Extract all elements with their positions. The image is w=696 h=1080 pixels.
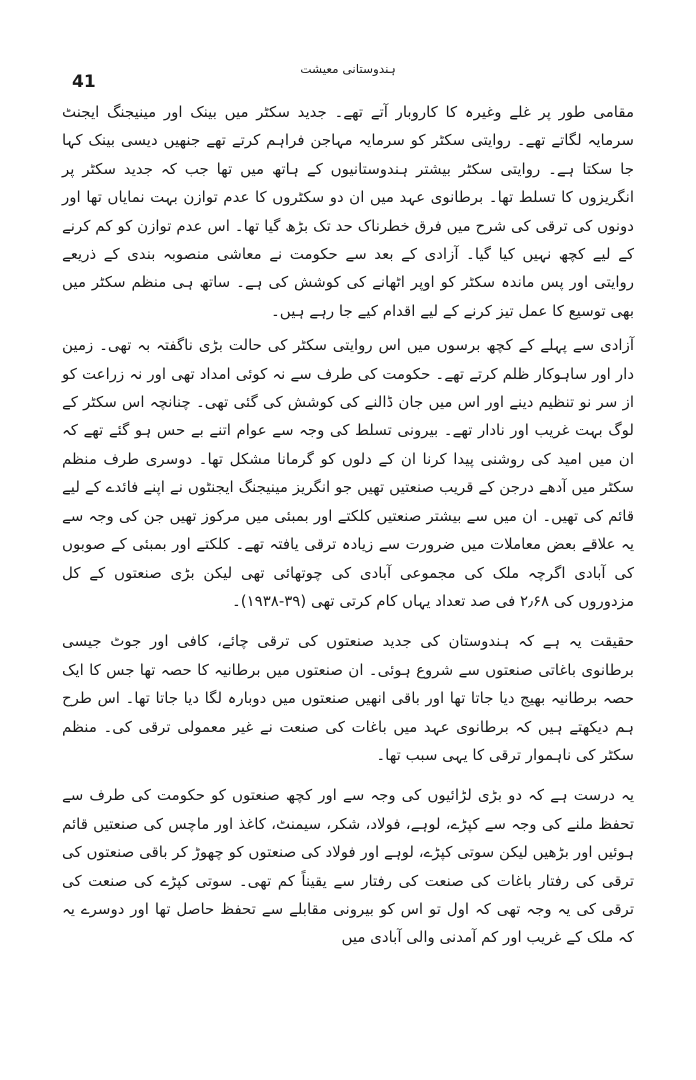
paragraph-4: یہ درست ہے کہ دو بڑی لڑائیوں کی وجہ سے اور کچھ صنعتوں کو حکومت کی طرف سے تحفظ ملنے کی وجہ سے کپڑے، لوہے، فولاد، شکر، سیمنٹ، کاغذ اور ماچس کی صنعتیں قائم ہوئیں اور بڑھیں لیکن سوتی کپڑے، لوہے اور فولاد کی صنعتوں کو چھوڑ کر باقی صنعتوں کی ترقی کی رفتار باغات کی صنعت کی رفتار سے یقیناً کم تھی۔ سوتی کپڑے کی صنعت کی ترقی کی یہ وجہ تھی کہ اول تو اس کو بیرونی مقابلے سے تحفظ حاصل تھا اور دوسرے یہ کہ ملک کے غریب اور کم آمدنی والی آبادی میں: [62, 786, 634, 947]
page-number: 41: [72, 72, 96, 92]
paragraph-3: حقیقت یہ ہے کہ ہندوستان کی جدید صنعتوں کی ترقی چائے، کافی اور جوٹ جیسی برطانوی باغاتی صنعتوں سے شروع ہوئی۔ ان صنعتوں میں برطانیہ کا حصہ تھا جس کا ایک حصہ برطانیہ بھیج دیا جاتا تھا اور باقی انھیں صنعتوں میں دوبارہ لگا دیا جاتا تھا۔ اس طرح ہم دیکھتے ہیں کہ برطانوی عہد میں باغات کی صنعت نے غیر معمولی ترقی کی۔ منظم سکٹر کی ناہموار ترقی کا یہی سبب تھا۔: [62, 632, 634, 764]
page-header: [62, 58, 634, 98]
paragraph-2: آزادی سے پہلے کے کچھ برسوں میں اس روایتی سکٹر کی حالت بڑی ناگفتہ بہ تھی۔ زمین دار اور ساہوکار ظلم کرتے تھے۔ حکومت کی طرف سے نہ کوئی امداد تھی اور نہ زراعت کو از سر نو تنظیم دینے اور اس میں جان ڈالنے کی کوشش کی گئی تھی۔ چنانچہ اس سکٹر کے لوگ بہت غریب اور نادار تھے۔ بیرونی تسلط کی وجہ سے عوام اتنے بے حس ہو گئے تھے کہ ان میں امید کی روشنی پیدا کرنا ان کے دلوں کو گرمانا مشکل تھا۔ دوسری طرف منظم سکٹر میں آدھے درجن کے قریب صنعتیں تھیں جو انگریز مینیجنگ ایجنٹوں نے اپنے فائدے کے لیے قائم کی تھیں۔ ان میں سے بیشتر صنعتیں کلکتے اور بمبئی میں مرکوز تھیں جن کی وجہ سے یہ علاقے بعض معاملات میں ضرورت سے زیادہ ترقی یافتہ تھے۔ کلکتے اور بمبئی کے صوبوں کی آبادی اگرچہ ملک کی مجموعی آبادی کی چوتھائی تھی لیکن بڑی صنعتوں کے کل مزدوروں کی ۲٫۶۸ فی صد تعداد یہاں کام کرتی تھی (۳۹-۱۹۳۸)۔: [62, 336, 634, 610]
running-title: ہندوستانی معیشت: [300, 62, 396, 76]
body-text: [62, 98, 634, 952]
paragraph-1: مقامی طور پر غلے وغیرہ کا کاروبار آتے تھے۔ جدید سکٹر میں بینک اور مینیجنگ ایجنٹ سرمایہ لگاتے تھے۔ روایتی سکٹر کو سرمایہ مہاجن فراہم کرتے تھے جنھیں دیسی بینک کہا جا سکتا ہے۔ روایتی سکٹر بیشتر ہندوستانیوں کے ہاتھ میں تھا جب کہ جدید سکٹر پر انگریزوں کا تسلط تھا۔ برطانوی عہد میں ان دو سکٹروں کا عدم توازن بہت نمایاں تھا اور دونوں کی ترقی کی شرح میں فرق خطرناک حد تک بڑھ گیا تھا۔ اس عدم توازن کو کم کرنے کے لیے کچھ نہیں کیا گیا۔ آزادی کے بعد سے حکومت نے معاشی منصوبہ بندی کے ذریعے روایتی اور پس ماندہ سکٹر کو اوپر اٹھانے کی کوشش کی ہے۔ ساتھ ہی منظم سکٹر میں بھی توسیع کا عمل تیز کرنے کے لیے اقدام کیے جا رہے ہیں۔: [62, 103, 634, 320]
